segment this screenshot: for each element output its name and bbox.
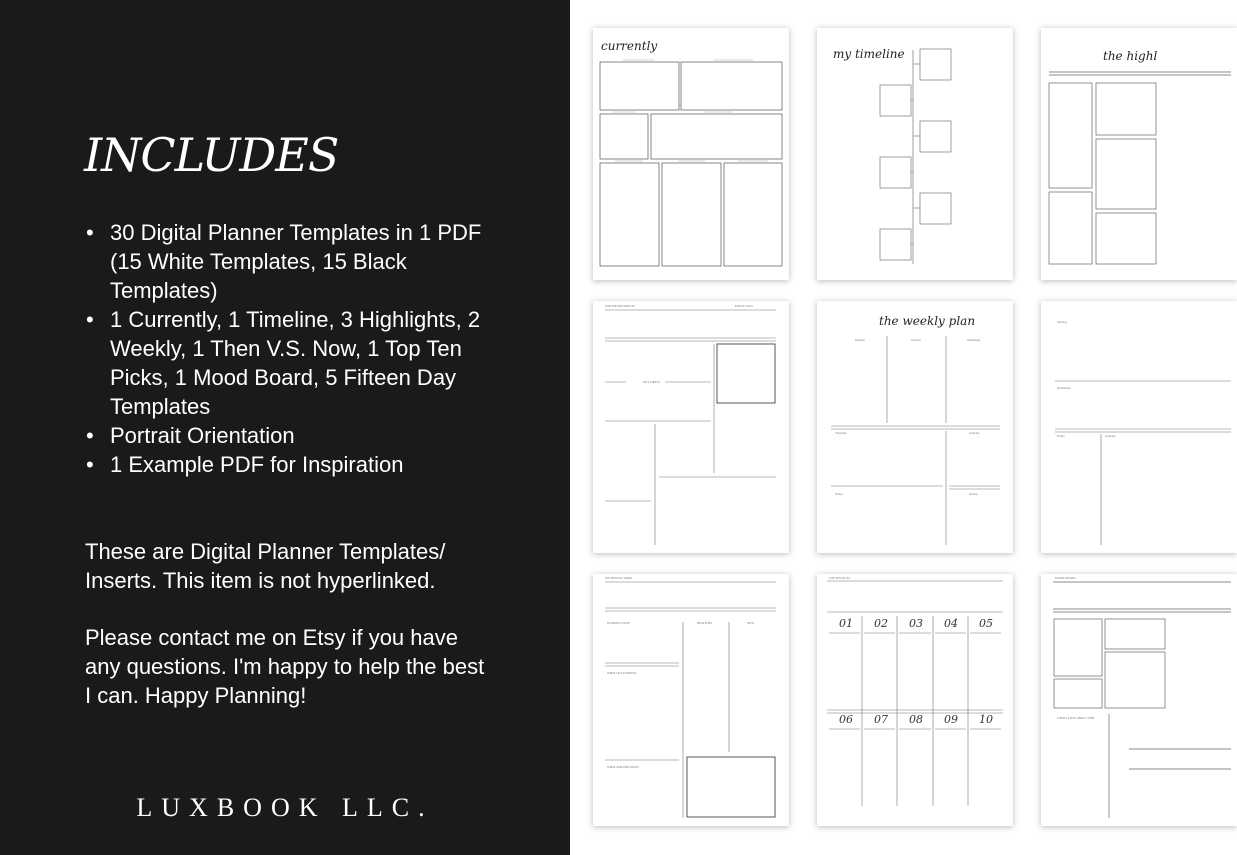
- weekly-template-2-preview: [1041, 301, 1237, 553]
- svg-text:Wednesday: Wednesday: [1057, 386, 1071, 390]
- svg-text:WHAT I LOVE ABOUT THIS: WHAT I LOVE ABOUT THIS: [1057, 716, 1095, 720]
- weekly-template-drawing: [817, 301, 1013, 553]
- svg-text:TOP TEN PICKS: TOP TEN PICKS: [829, 576, 851, 580]
- brand-logo: LUXBOOK LLC.: [136, 793, 434, 822]
- mood-board-template-drawing: [1041, 574, 1237, 826]
- then-vs-now-template-preview: [593, 301, 789, 553]
- top-ten-number: 02: [874, 617, 888, 630]
- top-ten-number: 09: [944, 713, 958, 726]
- currently-title: currently: [601, 39, 658, 53]
- top-ten-number: 08: [909, 713, 923, 726]
- left-panel: [0, 0, 570, 855]
- then-vs-now-template-drawing: [593, 301, 789, 553]
- top-ten-number: 01: [839, 617, 853, 630]
- feature-list: [86, 218, 486, 479]
- highlights-title: the highl: [1103, 49, 1158, 63]
- contact-note: Please contact me on Etsy if you have any questions. I'm happy to help the best I can. Happy Planning!: [85, 625, 485, 708]
- feature-item: • 1 Example PDF for Inspiration: [86, 450, 486, 479]
- includes-heading: INCLUDES: [84, 128, 339, 182]
- svg-text:NOW: NOW: [747, 621, 755, 625]
- svg-text:Monday: Monday: [1057, 320, 1067, 324]
- svg-text:Friday: Friday: [1057, 434, 1065, 438]
- svg-text:WHAT I'M LEARNING: WHAT I'M LEARNING: [607, 671, 637, 675]
- svg-text:MY MENTAL WORK: MY MENTAL WORK: [605, 576, 633, 580]
- top-ten-number: 05: [979, 617, 993, 630]
- svg-text:MOOD BOARD: MOOD BOARD: [1055, 576, 1076, 580]
- svg-text:Saturday: Saturday: [969, 431, 980, 435]
- top-ten-number: 10: [979, 713, 993, 726]
- highlights-template-drawing: [1041, 28, 1237, 280]
- currently-template-preview: [593, 28, 789, 280]
- svg-text:Monday: Monday: [855, 338, 865, 342]
- svg-text:INTRODUCTION: INTRODUCTION: [607, 621, 630, 625]
- weekly-template-2-drawing: [1041, 301, 1237, 553]
- svg-text:Saturday: Saturday: [1105, 434, 1116, 438]
- top-ten-template-preview: [817, 574, 1013, 826]
- template-preview-grid: [570, 0, 1158, 855]
- top-ten-number: 04: [944, 617, 958, 630]
- mood-board-template-preview: [1041, 574, 1237, 826]
- timeline-template-preview: [817, 28, 1013, 280]
- feature-item: • 1 Currently, 1 Timeline, 3 Highlights, 2 Weekly, 1 Then V.S. Now, 1 Top Ten Picks, 1 Mood Board, 5 Fifteen Day Templates: [86, 305, 486, 421]
- not-hyperlinked-note: These are Digital Planner Templates/ Inserts. This item is not hyperlinked.: [85, 539, 446, 593]
- svg-text:Thursday: Thursday: [835, 431, 847, 435]
- highlights-template-preview: [1041, 28, 1237, 280]
- feature-item: • 30 Digital Planner Templates in 1 PDF (15 White Templates, 15 Black Templates): [86, 218, 486, 305]
- mood-template-preview: [593, 574, 789, 826]
- currently-template-drawing: [593, 28, 789, 280]
- top-ten-number: 06: [839, 713, 853, 726]
- svg-text:FOR THE RECORD OF: FOR THE RECORD OF: [605, 304, 635, 308]
- top-ten-number: 03: [909, 617, 923, 630]
- svg-text:Sunday: Sunday: [969, 492, 978, 496]
- svg-text:Friday: Friday: [835, 492, 843, 496]
- svg-text:REALITIES: REALITIES: [697, 621, 713, 625]
- top-ten-template-drawing: [817, 574, 1013, 826]
- svg-text:NOT LIKELY: NOT LIKELY: [643, 380, 661, 384]
- mood-template-drawing: [593, 574, 789, 826]
- top-ten-number: 07: [874, 713, 888, 726]
- feature-item: • Portrait Orientation: [86, 421, 486, 450]
- timeline-title: my timeline: [833, 47, 905, 61]
- svg-text:Wednesday: Wednesday: [967, 338, 981, 342]
- svg-text:Tuesday: Tuesday: [911, 338, 922, 342]
- weekly-template-preview: [817, 301, 1013, 553]
- timeline-template-drawing: [817, 28, 1013, 280]
- svg-text:WHAT MATTERS MOST: WHAT MATTERS MOST: [607, 765, 640, 769]
- svg-text:ENJOY LOGS: ENJOY LOGS: [735, 304, 753, 308]
- weekly-title: the weekly plan: [879, 314, 976, 328]
